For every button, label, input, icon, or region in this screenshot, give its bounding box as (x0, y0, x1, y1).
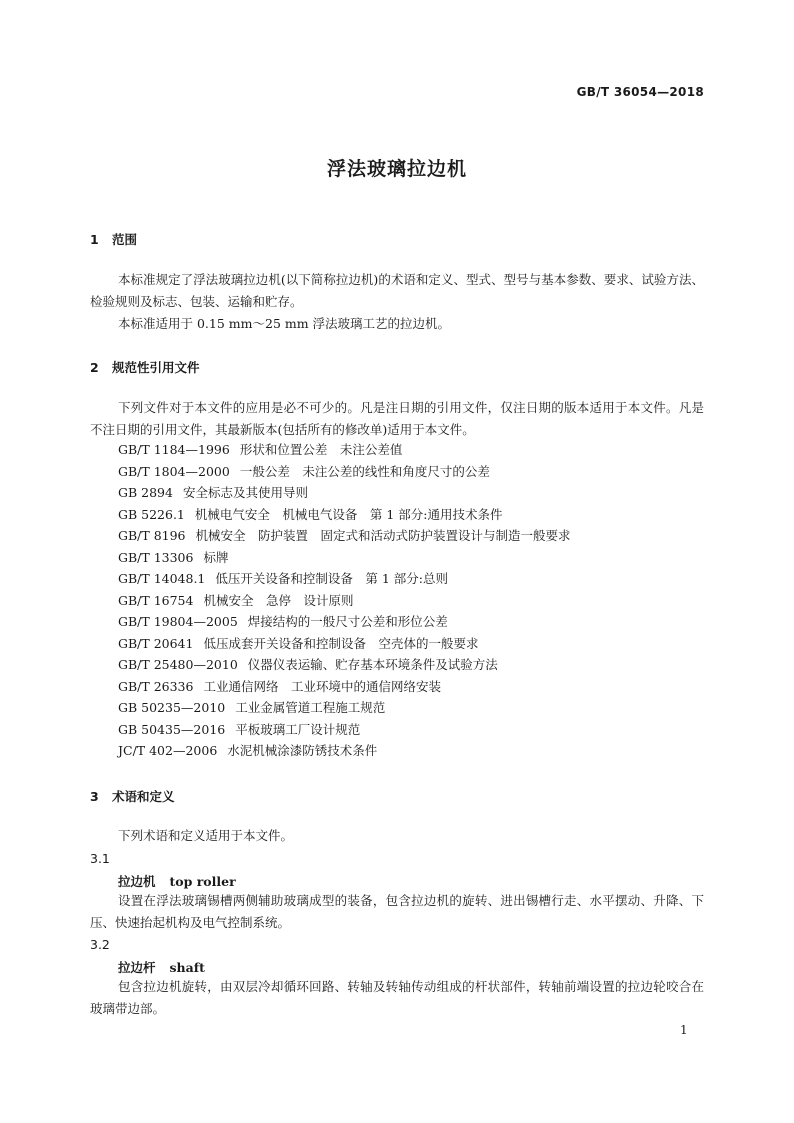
reference-code: GB/T 16754 (118, 592, 194, 608)
reference-title: 机械安全 急停 设计原则 (203, 592, 354, 608)
reference-item (118, 568, 571, 590)
term-english: shaft (169, 960, 205, 975)
reference-item (118, 590, 571, 612)
reference-title: 标牌 (203, 549, 229, 565)
reference-item (118, 654, 571, 676)
reference-code: GB/T 19804—2005 (118, 614, 238, 629)
reference-title: 平板玻璃工厂设计规范 (235, 721, 361, 737)
section-2-heading (90, 358, 200, 376)
reference-code: GB 5226.1 (118, 506, 185, 522)
reference-item (118, 633, 571, 655)
reference-code: GB/T 13306 (118, 549, 194, 565)
term-english: top roller (169, 874, 236, 889)
reference-title: 水泥机械涂漆防锈技术条件 (227, 743, 378, 758)
section-number: 3 (90, 789, 99, 804)
term-entry (118, 872, 236, 890)
section-number: 1 (90, 232, 99, 247)
reference-title: 安全标志及其使用导则 (182, 485, 308, 500)
reference-code: GB 50235—2010 (118, 700, 226, 715)
reference-title: 机械安全 防护装置 固定式和活动式防护装置设计与制造一般要求 (195, 528, 571, 543)
section-3-heading (90, 787, 175, 805)
reference-code: GB/T 20641 (118, 635, 194, 651)
reference-item (118, 461, 571, 483)
reference-item (118, 697, 571, 719)
reference-code: GB 50435—2016 (118, 721, 226, 737)
reference-item (118, 611, 571, 633)
standard-number: GB/T 36054—2018 (576, 85, 704, 99)
reference-code: GB/T 1184—1996 (118, 442, 230, 457)
reference-title: 工业金属管道工程施工规范 (235, 700, 386, 715)
reference-code: GB/T 1804—2000 (118, 463, 230, 479)
reference-code: GB/T 26336 (118, 678, 194, 694)
section-title: 范围 (112, 232, 138, 247)
reference-item (118, 676, 571, 698)
term-entry (118, 958, 205, 976)
reference-title: 形状和位置公差 未注公差值 (239, 442, 403, 457)
reference-item (118, 439, 571, 461)
reference-item (118, 482, 571, 504)
document-title: 浮法玻璃拉边机 (326, 158, 467, 180)
clause-number: 3.1 (90, 851, 110, 866)
reference-list (118, 439, 571, 762)
section-1-heading (90, 230, 137, 248)
paragraph: 下列文件对于本文件的应用是必不可少的。凡是注日期的引用文件，仅注日期的版本适用于本文件。凡是不注日期的引用文件，其最新版本(包括所有的修改单)适用于本文件。 (90, 400, 704, 437)
reference-title: 低压成套开关设备和控制设备 空壳体的一般要求 (203, 635, 479, 651)
reference-title: 工业通信网络 工业环境中的通信网络安装 (203, 678, 441, 694)
page-number: 1 (680, 1023, 688, 1037)
reference-item (118, 547, 571, 569)
reference-code: GB/T 8196 (118, 528, 186, 543)
section-title: 术语和定义 (112, 789, 175, 804)
reference-item (118, 504, 571, 526)
reference-title: 仪器仪表运输、贮存基本环境条件及试验方法 (247, 657, 498, 672)
term-definition: 包含拉边机旋转，由双层冷却循环回路、转轴及转轴传动组成的杆状部件，转轴前端设置的拉边轮咬合在玻璃带边部。 (90, 979, 704, 1016)
reference-code: GB 2894 (118, 485, 173, 500)
term-chinese: 拉边杆 (118, 960, 156, 975)
reference-title: 焊接结构的一般尺寸公差和形位公差 (247, 614, 448, 629)
reference-title: 低压开关设备和控制设备 第 1 部分:总则 (215, 571, 449, 586)
term-definition: 设置在浮法玻璃锡槽两侧辅助玻璃成型的装备，包含拉边机的旋转、进出锡槽行走、水平摆动、升降、下压、快速抬起机构及电气控制系统。 (90, 893, 704, 930)
paragraph: 下列术语和定义适用于本文件。 (118, 828, 294, 843)
reference-item (118, 719, 571, 741)
paragraph: 本标准规定了浮法玻璃拉边机(以下简称拉边机)的术语和定义、型式、型号与基本参数、要求、试验方法、检验规则及标志、包装、运输和贮存。 (90, 272, 704, 309)
reference-code: GB/T 14048.1 (118, 571, 206, 586)
section-number: 2 (90, 360, 99, 375)
paragraph: 本标准适用于 0.15 mm～25 mm 浮法玻璃工艺的拉边机。 (118, 316, 451, 331)
reference-code: JC/T 402—2006 (118, 743, 218, 758)
reference-code: GB/T 25480—2010 (118, 657, 238, 672)
reference-item (118, 740, 571, 762)
reference-title: 机械电气安全 机械电气设备 第 1 部分:通用技术条件 (194, 506, 503, 522)
section-title: 规范性引用文件 (112, 360, 200, 375)
clause-number: 3.2 (90, 937, 110, 952)
term-chinese: 拉边机 (118, 874, 156, 889)
reference-title: 一般公差 未注公差的线性和角度尺寸的公差 (239, 463, 490, 479)
reference-item (118, 525, 571, 547)
